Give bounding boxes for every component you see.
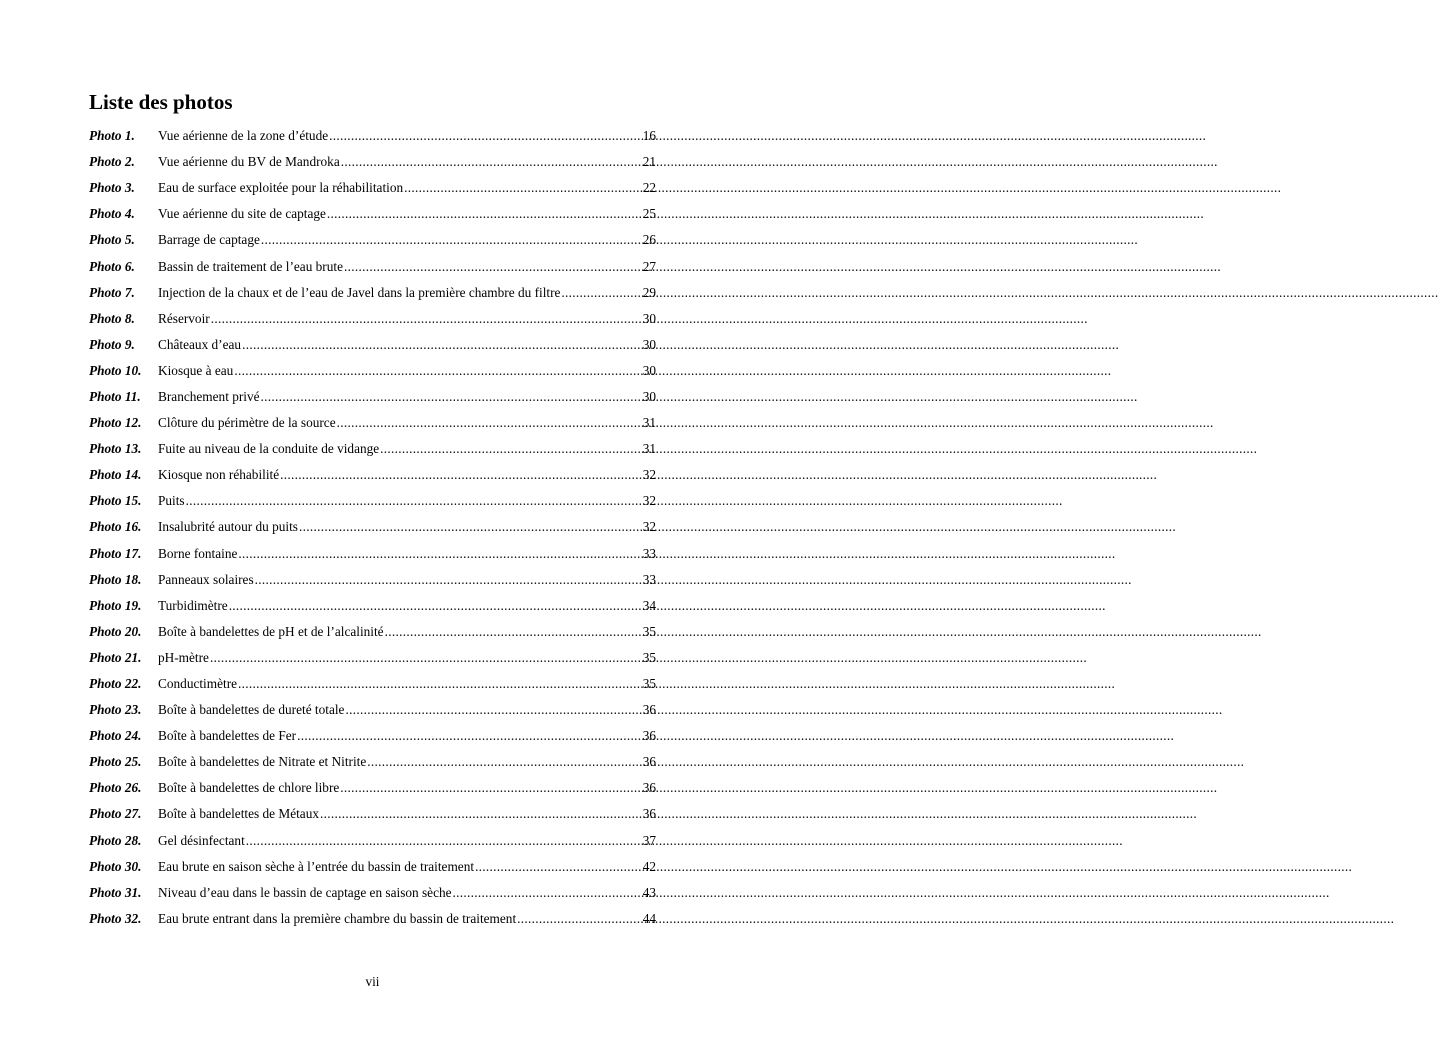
photo-title: Conductimètre <box>158 676 238 692</box>
photo-label: Photo 21. <box>89 649 142 665</box>
photo-label: Photo 10. <box>89 362 142 378</box>
photo-title: Eau brute entrant dans la première chambre du bassin de traitement <box>158 910 517 926</box>
toc-entry[interactable] <box>89 175 656 201</box>
dot-leader <box>186 493 642 509</box>
photo-label: Photo 7. <box>89 284 135 300</box>
dot-leader <box>229 598 642 614</box>
photo-title: Boîte à bandelettes de Métaux <box>158 806 319 822</box>
toc-entry[interactable] <box>89 697 656 723</box>
dot-leader <box>517 911 642 927</box>
toc-entry[interactable] <box>89 619 656 645</box>
photo-label: Photo 17. <box>89 545 142 561</box>
toc-entry[interactable] <box>89 906 656 932</box>
page-ref: 29 <box>642 284 656 300</box>
photo-title: Vue aérienne du site de captage <box>158 206 326 222</box>
dot-leader <box>327 206 642 222</box>
dot-leader <box>453 885 642 901</box>
photo-title: Clôture du périmètre de la source <box>158 415 336 431</box>
dot-leader <box>238 676 642 692</box>
page-ref: 32 <box>642 467 656 483</box>
dot-leader <box>385 624 642 640</box>
photo-label: Photo 27. <box>89 806 142 822</box>
dot-leader <box>280 467 642 483</box>
photo-label: Photo 11. <box>89 388 141 404</box>
page-ref: 21 <box>642 154 656 170</box>
photo-title: Fuite au niveau de la conduite de vidange <box>158 441 380 457</box>
toc-entry[interactable] <box>89 880 656 906</box>
photo-label: Photo 12. <box>89 415 142 431</box>
dot-leader <box>210 650 642 666</box>
page-ref: 36 <box>642 754 656 770</box>
photo-title: Réservoir <box>158 310 210 326</box>
toc-entry[interactable] <box>89 358 656 384</box>
dot-leader <box>261 232 642 248</box>
dot-leader <box>340 780 641 796</box>
photo-label: Photo 23. <box>89 702 142 718</box>
page-title: Liste des photos <box>89 90 233 114</box>
page-ref: 36 <box>642 806 656 822</box>
photo-title: Vue aérienne de la zone d’étude <box>158 128 329 144</box>
toc-entry[interactable] <box>89 593 656 619</box>
toc-entry[interactable] <box>89 149 656 175</box>
toc-entry[interactable] <box>89 306 656 332</box>
page-ref: 30 <box>642 336 656 352</box>
page-ref: 30 <box>642 310 656 326</box>
toc-entry[interactable] <box>89 645 656 671</box>
toc-entry[interactable] <box>89 410 656 436</box>
toc-entry[interactable] <box>89 436 656 462</box>
page-ref: 42 <box>642 858 656 874</box>
photo-label: Photo 28. <box>89 832 142 848</box>
dot-leader <box>341 154 642 170</box>
toc-entry[interactable] <box>89 384 656 410</box>
page-ref: 25 <box>642 206 656 222</box>
photo-label: Photo 20. <box>89 623 142 639</box>
photo-title: Turbidimètre <box>158 597 228 613</box>
page-ref: 35 <box>642 649 656 665</box>
page-ref: 35 <box>642 623 656 639</box>
toc-entry[interactable] <box>89 723 656 749</box>
photo-label: Photo 25. <box>89 754 142 770</box>
page-ref: 32 <box>642 493 656 509</box>
photo-title: pH-mètre <box>158 649 209 665</box>
photo-label: Photo 8. <box>89 310 135 326</box>
photo-label: Photo 19. <box>89 597 142 613</box>
photo-title: Boîte à bandelettes de pH et de l’alcalinité <box>158 623 384 639</box>
dot-leader <box>234 363 641 379</box>
toc-entry[interactable] <box>89 854 656 880</box>
photo-label: Photo 1. <box>89 128 135 144</box>
photo-title: Kiosque à eau <box>158 362 234 378</box>
photo-label: Photo 13. <box>89 441 142 457</box>
page-ref: 27 <box>642 258 656 274</box>
photo-label: Photo 4. <box>89 206 135 222</box>
dot-leader <box>337 415 642 431</box>
photo-label: Photo 9. <box>89 336 135 352</box>
dot-leader <box>367 754 641 770</box>
page-ref: 36 <box>642 780 656 796</box>
dot-leader <box>297 728 642 744</box>
dot-leader <box>380 441 642 457</box>
photo-label: Photo 30. <box>89 858 142 874</box>
toc-entry[interactable] <box>89 828 656 854</box>
page-ref: 16 <box>642 128 656 144</box>
page-ref: 43 <box>642 884 656 900</box>
photo-label: Photo 14. <box>89 467 142 483</box>
toc-entry[interactable] <box>89 332 656 358</box>
photo-title: Eau de surface exploitée pour la réhabilitation <box>158 180 404 196</box>
page-ref: 26 <box>642 232 656 248</box>
photo-title: Boîte à bandelettes de Nitrate et Nitrite <box>158 754 367 770</box>
page-ref: 30 <box>642 388 656 404</box>
dot-leader <box>404 180 642 196</box>
page-ref: 37 <box>642 832 656 848</box>
dot-leader <box>246 833 642 849</box>
photo-title: Bassin de traitement de l’eau brute <box>158 258 343 274</box>
photo-title: Eau brute en saison sèche à l’entrée du bassin de traitement <box>158 858 475 874</box>
dot-leader <box>475 859 642 875</box>
toc-entry[interactable] <box>89 280 656 306</box>
toc-entry[interactable] <box>89 123 656 149</box>
page-number: vii <box>365 974 380 989</box>
photo-title: Châteaux d’eau <box>158 336 242 352</box>
photo-label: Photo 22. <box>89 676 142 692</box>
dot-leader <box>242 337 642 353</box>
toc-entry[interactable] <box>89 749 656 775</box>
page-ref: 33 <box>642 571 656 587</box>
page-ref: 44 <box>642 910 656 926</box>
toc-entry[interactable] <box>89 671 656 697</box>
toc-entry[interactable] <box>89 227 656 253</box>
photo-title: Branchement privé <box>158 388 260 404</box>
dot-leader <box>320 806 642 822</box>
photo-title: Panneaux solaires <box>158 571 254 587</box>
toc-entry[interactable] <box>89 801 656 827</box>
page-ref: 22 <box>642 180 656 196</box>
dot-leader <box>211 311 642 327</box>
toc-entry[interactable] <box>89 775 656 801</box>
photo-list <box>89 123 656 932</box>
photo-title: Boîte à bandelettes de dureté totale <box>158 702 345 718</box>
photo-label: Photo 6. <box>89 258 135 274</box>
dot-leader <box>255 572 642 588</box>
toc-entry[interactable] <box>89 514 656 540</box>
page-ref: 36 <box>642 728 656 744</box>
photo-title: Gel désinfectant <box>158 832 245 848</box>
dot-leader <box>299 519 642 535</box>
toc-entry[interactable] <box>89 253 656 279</box>
photo-label: Photo 26. <box>89 780 142 796</box>
photo-title: Injection de la chaux et de l’eau de Javel dans la première chambre du filtre <box>158 284 561 300</box>
toc-entry[interactable] <box>89 201 656 227</box>
photo-title: Insalubrité autour du puits <box>158 519 298 535</box>
photo-label: Photo 3. <box>89 180 135 196</box>
photo-title: Niveau d’eau dans le bassin de captage en saison sèche <box>158 884 452 900</box>
photo-label: Photo 16. <box>89 519 142 535</box>
dot-leader <box>261 389 642 405</box>
photo-title: Borne fontaine <box>158 545 238 561</box>
photo-label: Photo 15. <box>89 493 142 509</box>
photo-label: Photo 31. <box>89 884 142 900</box>
photo-label: Photo 2. <box>89 154 135 170</box>
page-ref: 33 <box>642 545 656 561</box>
dot-leader <box>561 285 641 301</box>
page-ref: 31 <box>642 415 656 431</box>
page-ref: 31 <box>642 441 656 457</box>
toc-entry[interactable] <box>89 488 656 514</box>
page-ref: 35 <box>642 676 656 692</box>
page-ref: 30 <box>642 362 656 378</box>
page-ref: 34 <box>642 597 656 613</box>
dot-leader <box>345 702 641 718</box>
page-ref: 32 <box>642 519 656 535</box>
toc-entry[interactable] <box>89 462 656 488</box>
toc-entry[interactable] <box>89 567 656 593</box>
photo-title: Boîte à bandelettes de chlore libre <box>158 780 340 796</box>
photo-label: Photo 18. <box>89 571 142 587</box>
photo-title: Kiosque non réhabilité <box>158 467 280 483</box>
photo-title: Barrage de captage <box>158 232 260 248</box>
page-ref: 36 <box>642 702 656 718</box>
dot-leader <box>238 546 641 562</box>
photo-label: Photo 32. <box>89 910 142 926</box>
photo-title: Puits <box>158 493 185 509</box>
photo-title: Boîte à bandelettes de Fer <box>158 728 297 744</box>
dot-leader <box>344 259 642 275</box>
photo-label: Photo 24. <box>89 728 142 744</box>
dot-leader <box>329 128 642 144</box>
photo-label: Photo 5. <box>89 232 135 248</box>
toc-entry[interactable] <box>89 541 656 567</box>
photo-title: Vue aérienne du BV de Mandroka <box>158 154 340 170</box>
